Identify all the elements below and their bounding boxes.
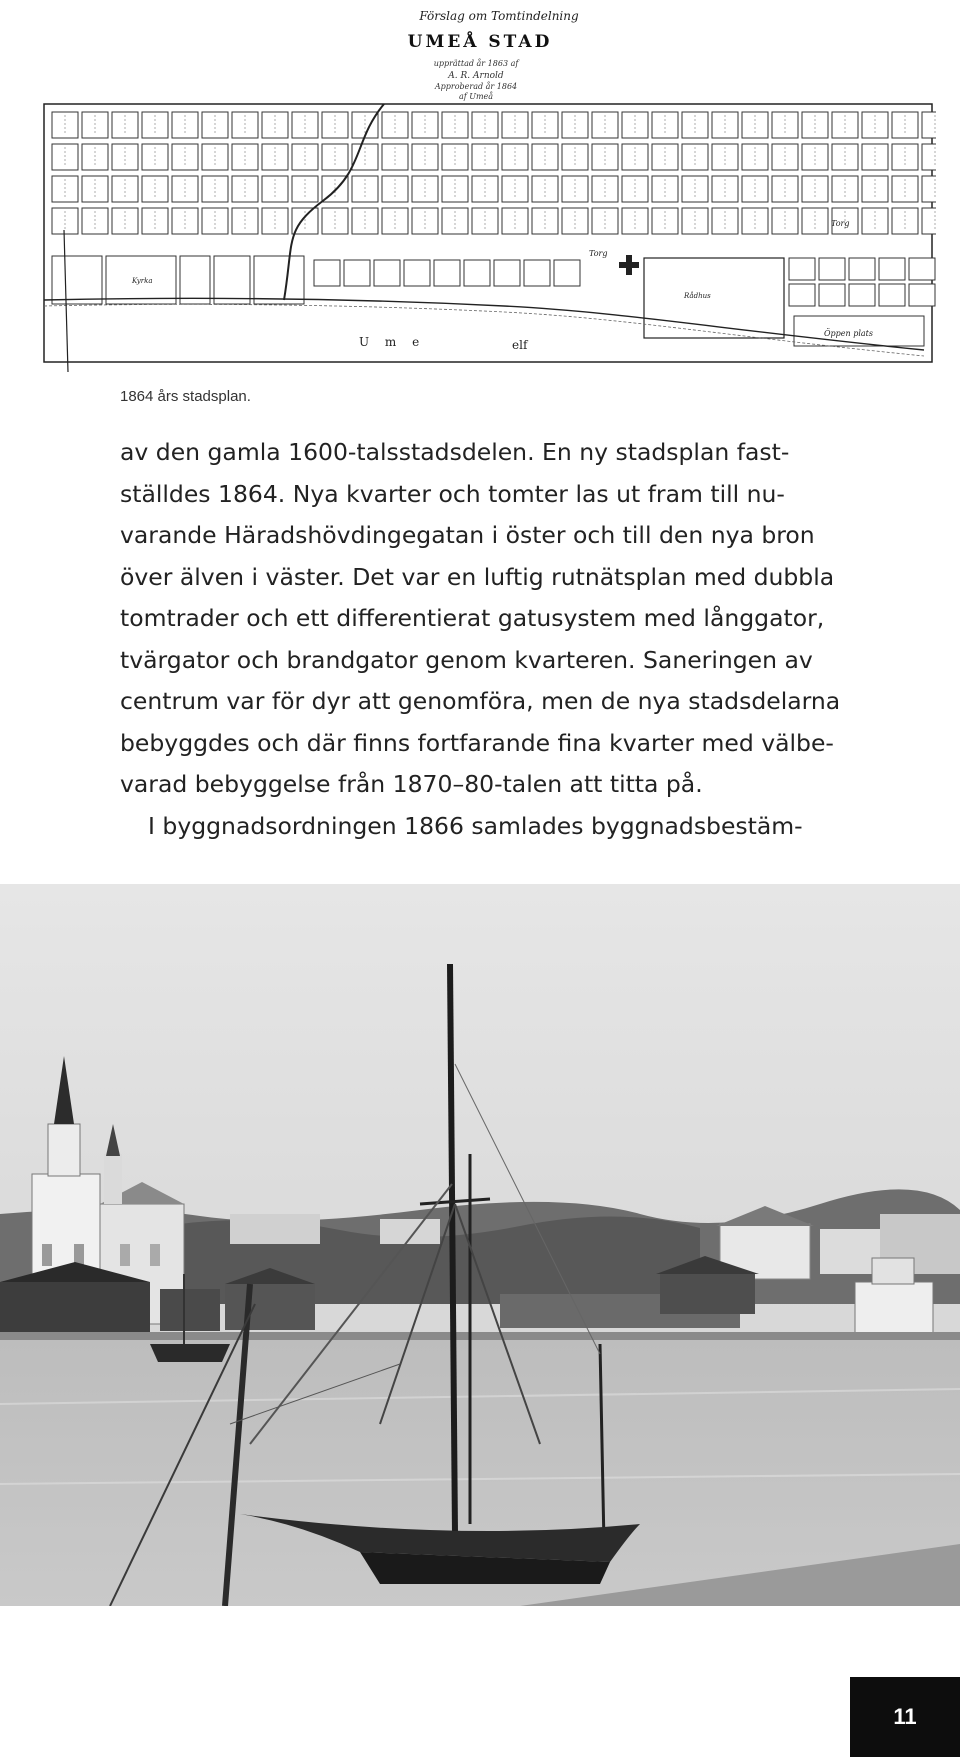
map-block [314, 260, 340, 286]
map-block [214, 256, 250, 304]
map-block [922, 208, 936, 234]
body-line: tomtrader och ett differentierat gatusystem med långgator, [120, 604, 825, 632]
map-block [879, 258, 905, 280]
body-line: centrum var för dyr att genomföra, men de nya stadsdelarna [120, 687, 841, 715]
town-plan-map [24, 0, 936, 372]
map-block [922, 112, 936, 138]
map-heading-script: Förslag om Tomtindelning [419, 9, 579, 23]
map-label-river-end: elf [512, 338, 528, 352]
map-block [819, 284, 845, 306]
map-block [554, 260, 580, 286]
map-sub3: Approberad år 1864 [434, 82, 518, 91]
map-block [434, 260, 460, 286]
body-line: av den gamla 1600-talsstadsdelen. En ny stadsplan fast- [120, 438, 790, 466]
map-block [789, 284, 815, 306]
map-label-open-space: Öppen plats [824, 329, 873, 338]
map-block [849, 258, 875, 280]
map-sub2: A. R. Arnold [448, 71, 504, 81]
map-block [879, 284, 905, 306]
map-block [344, 260, 370, 286]
map-block [254, 256, 304, 304]
map-label-torg-right: Torg [831, 219, 850, 228]
map-block [909, 284, 935, 306]
body-line: varande Häradshövdingegatan i öster och till den nya bron [120, 521, 815, 549]
body-line: ställdes 1864. Nya kvarter och tomter las ut fram till nu- [120, 479, 785, 508]
map-block [464, 260, 490, 286]
map-sub1: upprättad år 1863 af [433, 59, 519, 68]
map-block [374, 260, 400, 286]
map-block [922, 176, 936, 202]
map-block [52, 256, 102, 304]
map-block [789, 258, 815, 280]
body-line: varad bebyggelse från 1870–80-talen att titta på. [120, 770, 703, 798]
body-line: tvärgator och brandgator genom kvarteren. Saneringen av [120, 645, 813, 674]
map-block [922, 144, 936, 170]
body-line-indented: I byggnadsordningen 1866 samlades byggnadsbestäm- [148, 811, 803, 840]
map-block [180, 256, 210, 304]
map-block [849, 284, 875, 306]
map-label-river: U m e [359, 335, 426, 349]
photo-warehouse [0, 1282, 150, 1332]
map-title: UMEÅ STAD [407, 32, 553, 52]
map-grid [44, 104, 936, 372]
map-label-left: Kyrka [132, 277, 153, 285]
map-block [909, 258, 935, 280]
body-line: bebyggdes och där finns fortfarande fina kvarter med välbe- [120, 728, 834, 757]
harbor-photo [0, 884, 960, 1606]
map-block [524, 260, 550, 286]
map-block [404, 260, 430, 286]
body-line: över älven i väster. Det var en luftig rutnätsplan med dubbla [120, 562, 835, 591]
map-block [494, 260, 520, 286]
map-block [819, 258, 845, 280]
body-text [120, 432, 860, 847]
map-label-block: Rådhus [684, 292, 711, 300]
map-sub4: af Umeå [458, 92, 494, 101]
page-number: 11 [850, 1677, 960, 1757]
map-label-torg: Torg [589, 249, 608, 258]
figure-caption: 1864 års stadsplan. [120, 388, 251, 405]
